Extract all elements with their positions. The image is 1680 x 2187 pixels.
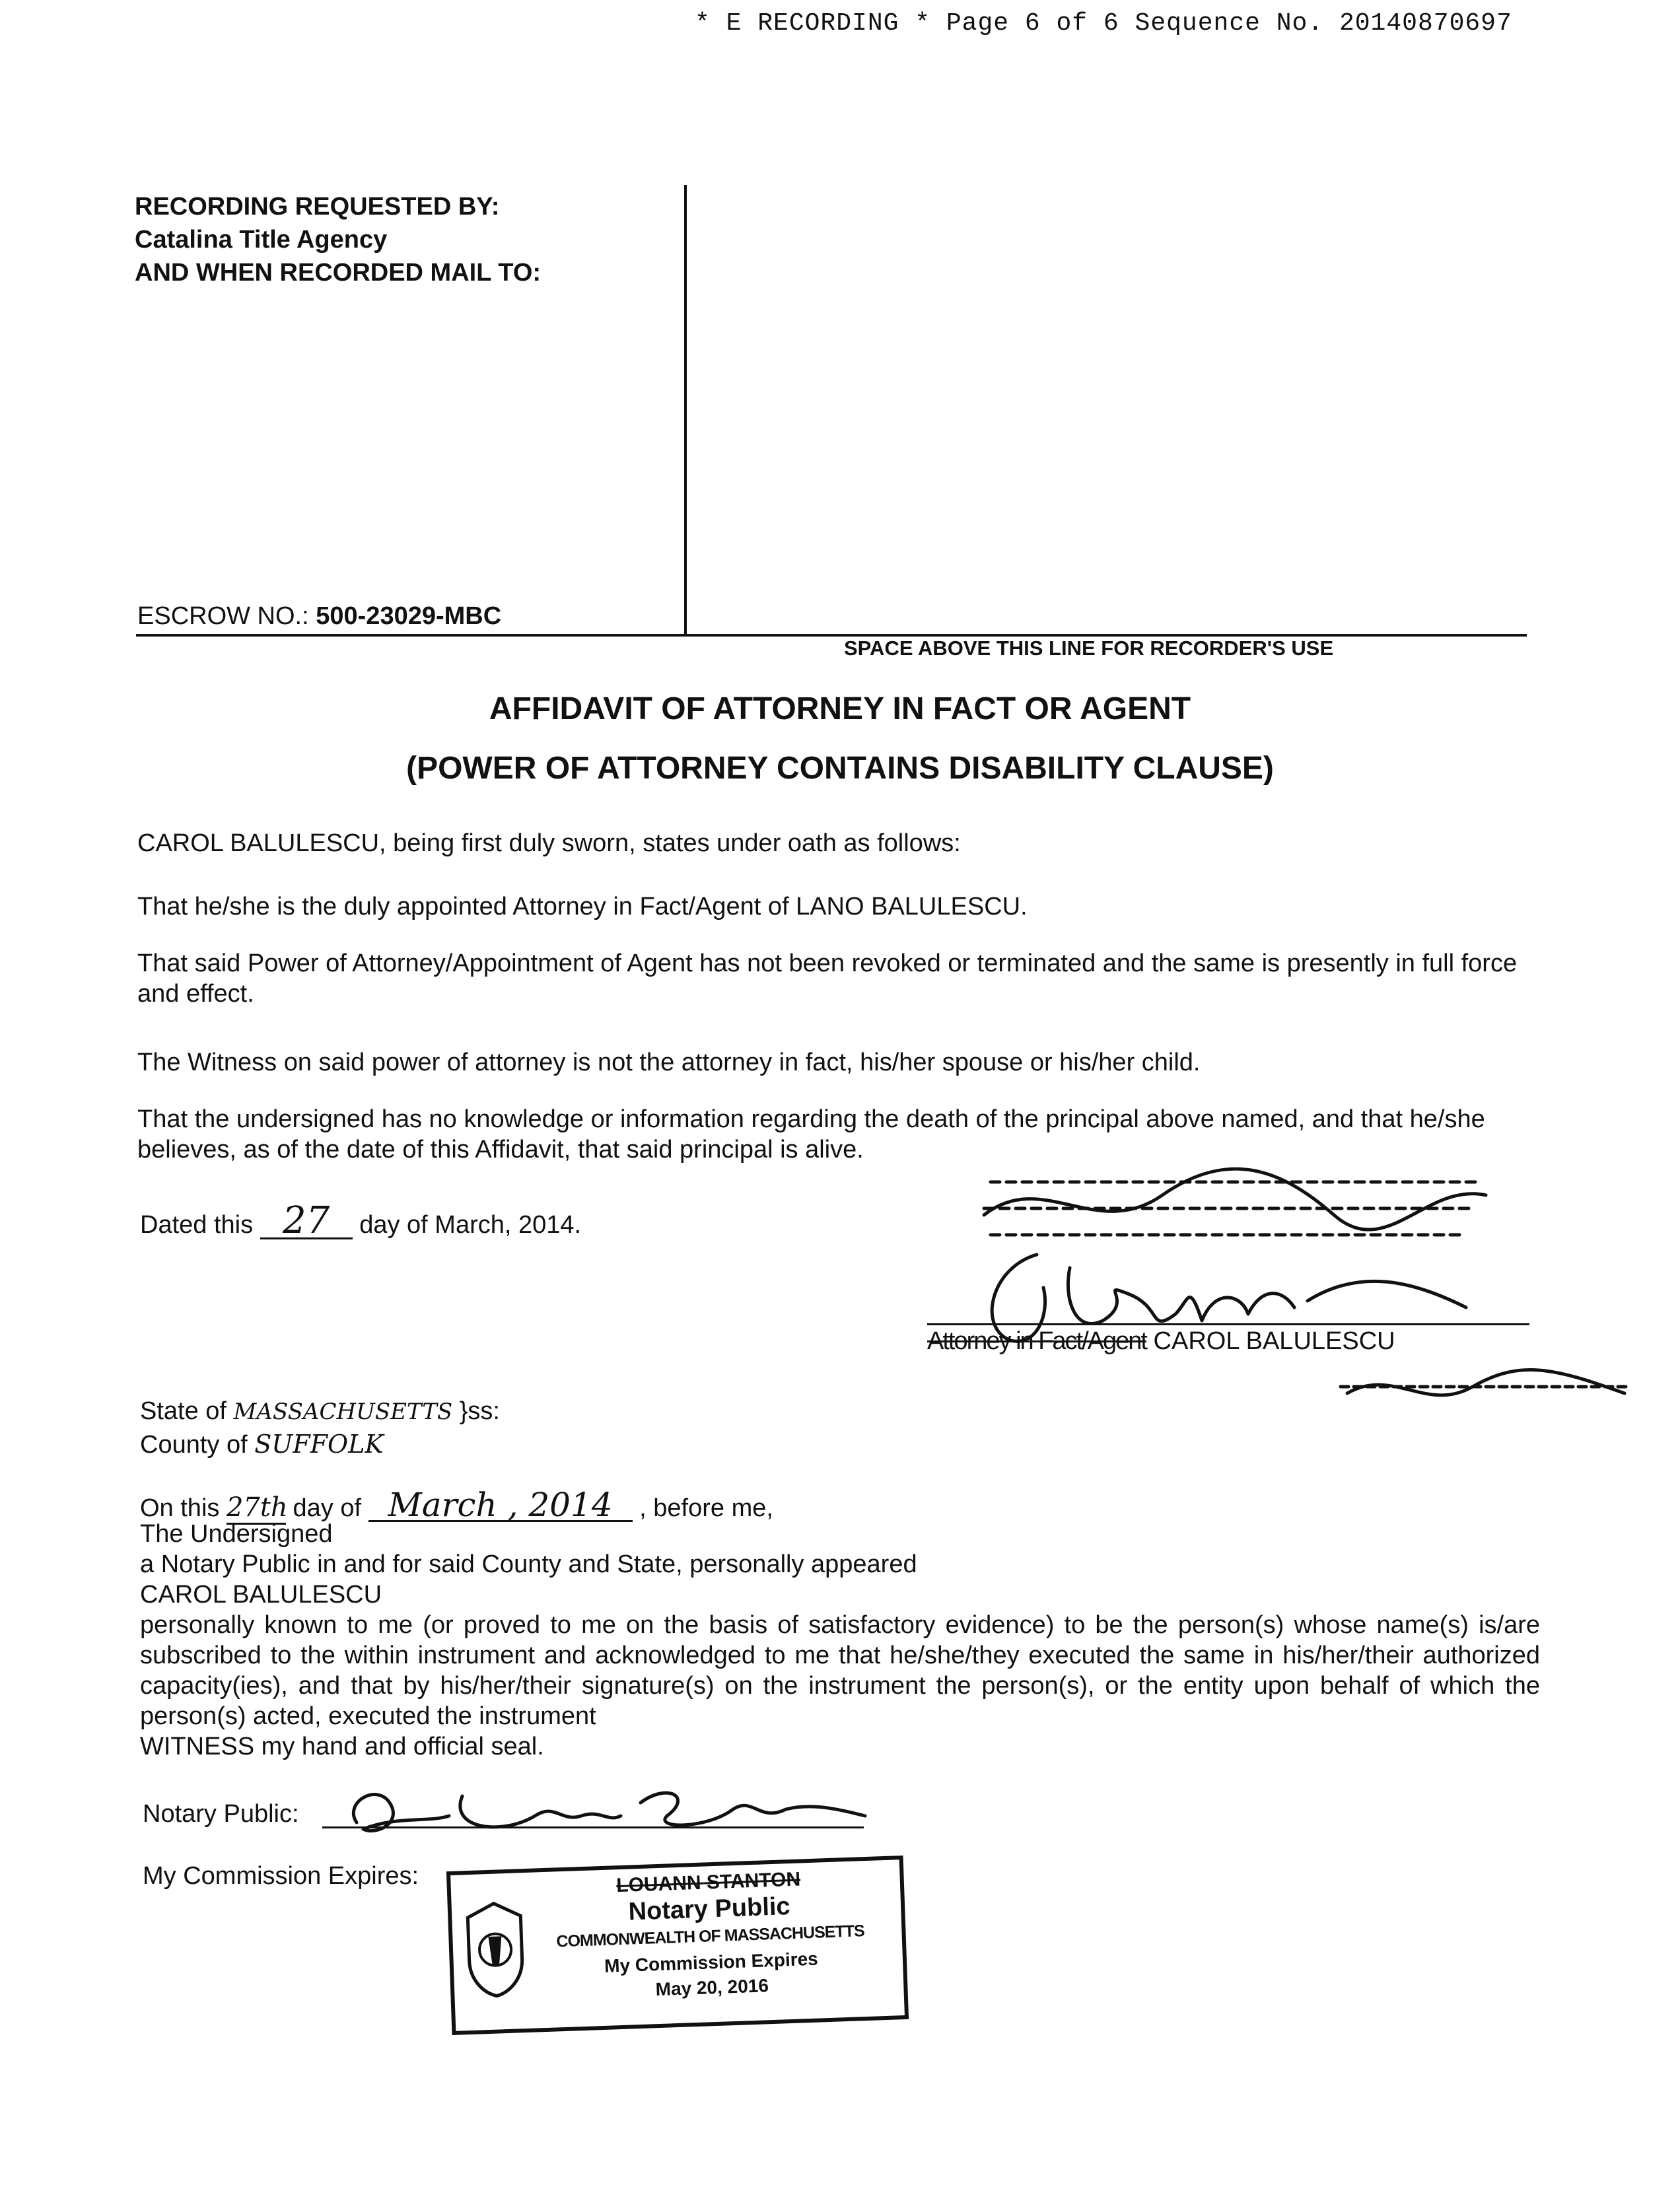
dated-day-handwritten: 27 [260,1204,353,1239]
commission-line [143,1861,419,1891]
mail-to-label: AND WHEN RECORDED MAIL TO: [135,259,542,287]
paragraph-alive: That the undersigned has no knowledge or information regarding the death of the principal above named, and that he/she believes, as of the date of this Affidavit, that said principal is alive. [137,1105,1485,1163]
paragraph-witness: The Witness on said power of attorney is not the attorney in fact, his/her spouse or his/her child. [137,1049,1201,1076]
signature-line [927,1323,1529,1325]
signer-caption [927,1327,1395,1356]
struck-attorney-label: Attorney in Fact/Agent [927,1327,1146,1355]
recording-header: * E RECORDING * Page 6 of 6 Sequence No. 20140870697 [695,9,1512,38]
dated-suffix: day of March, 2014. [359,1211,582,1239]
paragraph-not-revoked: That said Power of Attorney/Appointment of Agent has not been revoked or terminated and the same is presently in full force and effect. [137,950,1518,1008]
stamp-commonwealth: COMMONWEALTH OF MASSACHUSETTS [556,1922,865,1951]
paragraph-appointed: That he/she is the duly appointed Attorney in Fact/Agent of LANO BALULESCU. [137,893,1028,920]
escrow-number [137,602,501,631]
undersigned-line: The Undersigned [140,1520,333,1548]
stamp-name: LOUANN STANTON [615,1868,801,1897]
appeared-name: CAROL BALULESCU [140,1581,382,1609]
struck-out-scribble [964,1156,1492,1248]
second-struck-scribble [1334,1360,1638,1420]
escrow-value: 500-23029-MBC [316,602,502,630]
notary-appeared-line: a Notary Public in and for said County and State, personally appeared [140,1550,917,1578]
stamp-title: Notary Public [627,1892,791,1926]
county-label: County of [140,1431,248,1459]
notary-month-year-handwritten: March , 2014 [368,1490,633,1522]
requested-by-label: RECORDING REQUESTED BY: [135,193,500,221]
notary-body [140,1519,1540,1762]
state-handwritten: MASSACHUSETTS [233,1399,453,1425]
recording-box-left [135,190,541,289]
dated-prefix: Dated this [140,1211,254,1239]
on-this-label: On this [140,1494,220,1522]
escrow-label: ESCROW NO.: [137,602,309,630]
before-me-label: , before me, [639,1494,773,1522]
ss-label: }ss: [459,1397,500,1425]
signer-name: CAROL BALULESCU [1153,1327,1395,1355]
stamp-expires-date: May 20, 2016 [655,1975,769,2000]
notary-stamp [446,1856,909,2035]
witness-line: WITNESS my hand and official seal. [140,1733,544,1760]
county-line [140,1429,384,1460]
notary-public-label: Notary Public: [143,1800,299,1828]
state-line [140,1396,500,1427]
county-handwritten: SUFFOLK [254,1430,384,1459]
notary-day-handwritten: 27th [227,1492,286,1525]
document-subtitle: (POWER OF ATTORNEY CONTAINS DISABILITY CLAUSE) [406,751,1274,786]
requested-by-value: Catalina Title Agency [135,226,388,254]
recording-box-divider [684,185,687,634]
notary-public-line [143,1799,299,1829]
paragraph-sworn: CAROL BALULESCU, being first duly sworn, states under oath as follows: [137,829,961,857]
document-title: AFFIDAVIT OF ATTORNEY IN FACT OR AGENT [489,691,1191,726]
seal-icon [460,1899,530,2000]
personally-known-text: personally known to me (or proved to me on the basis of satisfactory evidence) to be the person(s) whose name(s) is/are subscribed to the within instrument and acknowledged to me that he/she/they executed the same in his/her/their authorized capacity(ies), and that by his/her/their signature(s) on the instrument the person(s), or the entity upon behalf of which the person(s) acted, executed the instrument [140,1611,1540,1730]
notary-signature [337,1776,878,1842]
day-of-label: day of [293,1494,362,1522]
state-label: State of [140,1397,227,1425]
recorder-note: SPACE ABOVE THIS LINE FOR RECORDER'S USE [844,637,1334,660]
dated-line [140,1199,582,1242]
stamp-expires-label: My Commission Expires [604,1948,819,1976]
commission-label: My Commission Expires: [143,1862,419,1890]
